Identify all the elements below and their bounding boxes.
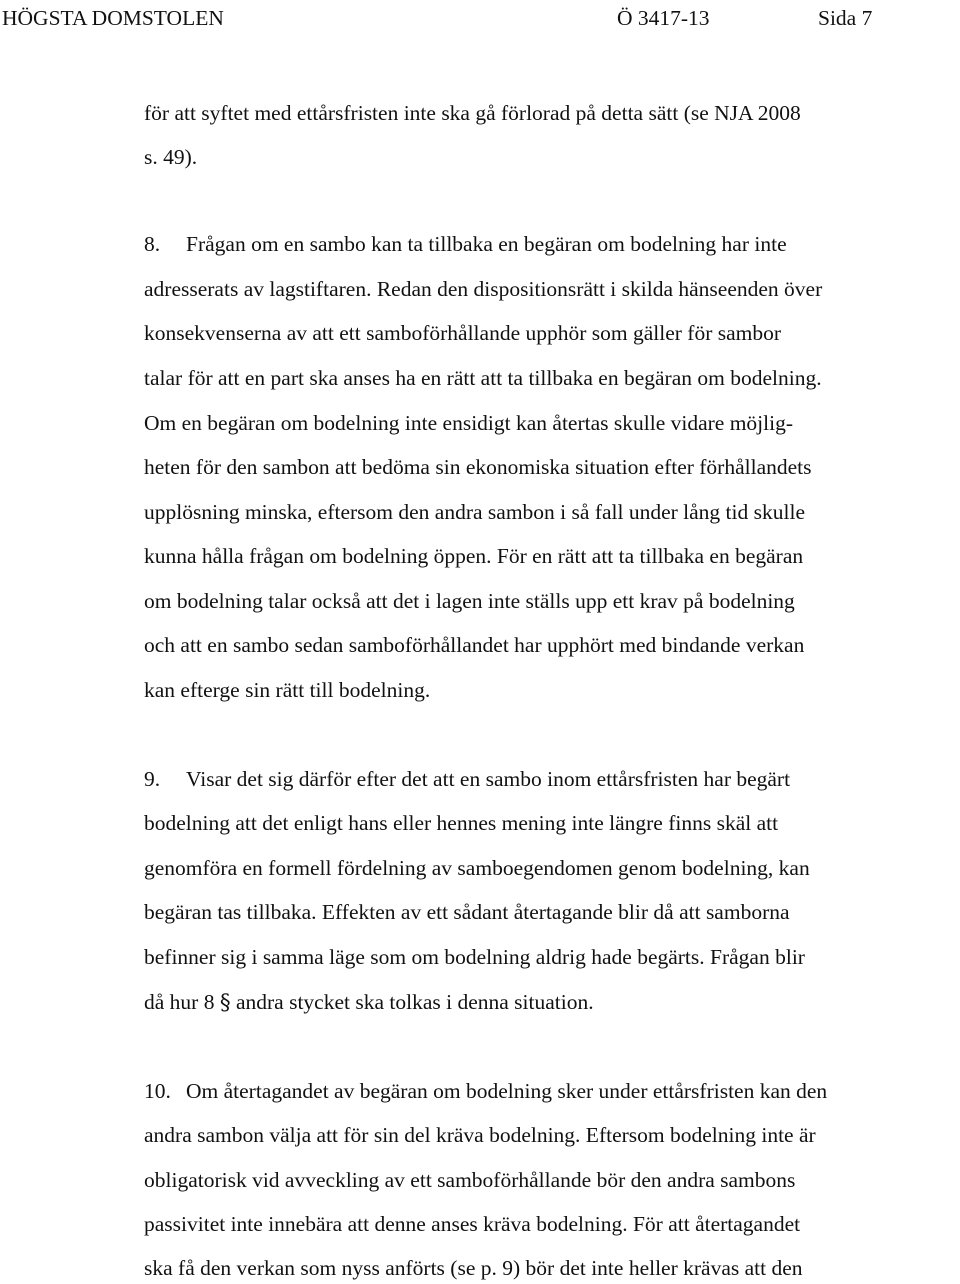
paragraph-number: 9. — [144, 767, 161, 791]
paragraph-number: 8. — [144, 232, 161, 256]
text-span: Frågan om en sambo kan ta tillbaka en begäran om bodelning har inte — [186, 232, 787, 256]
text-line: kan efterge sin rätt till bodelning. — [144, 678, 431, 702]
court-name: HÖGSTA DOMSTOLEN — [2, 6, 224, 30]
page-header — [0, 3, 960, 33]
paragraph-8-first-line — [144, 229, 787, 259]
text-line: genomföra en formell fördelning av samboegendomen genom bodelning, kan — [144, 856, 810, 880]
text-span: Om återtagandet av begäran om bodelning sker under ettårsfristen kan den — [186, 1079, 828, 1103]
text-line: och att en sambo sedan samboförhållandet har upphört med bindande verkan — [144, 633, 805, 657]
text-line: ska få den verkan som nyss anförts (se p. 9) bör det inte heller krävas att den — [144, 1256, 803, 1280]
section-sign: § — [219, 990, 231, 1015]
paragraph-10-first-line — [144, 1076, 827, 1106]
text-line: bodelning att det enligt hans eller hennes mening inte längre finns skäl att — [144, 811, 779, 835]
text-span: andra stycket ska tolkas i denna situation. — [235, 990, 594, 1014]
text-line: befinner sig i samma läge som om bodelning aldrig hade begärts. Frågan blir — [144, 945, 805, 969]
case-number: Ö 3417-13 — [617, 6, 710, 30]
text-line: begäran tas tillbaka. Effekten av ett sådant återtagande blir då att samborna — [144, 900, 790, 924]
text-line: kunna hålla frågan om bodelning öppen. För en rätt att ta tillbaka en begäran — [144, 544, 804, 568]
text-line: upplösning minska, eftersom den andra sambon i så fall under lång tid skulle — [144, 500, 805, 524]
text-span: då hur 8 — [144, 990, 215, 1014]
text-line: passivitet inte innebära att denne anses kräva bodelning. För att återtagandet — [144, 1212, 801, 1236]
text-line: för att syftet med ettårsfristen inte ska gå förlorad på detta sätt (se NJA 2008 — [144, 101, 801, 125]
text-line: s. 49). — [144, 145, 198, 169]
text-line: heten för den sambon att bedöma sin ekonomiska situation efter förhållandets — [144, 455, 812, 479]
text-span: Visar det sig därför efter det att en sambo inom ettårsfristen har begärt — [186, 767, 791, 791]
page-number: Sida 7 — [818, 6, 873, 30]
text-line: om bodelning talar också att det i lagen inte ställs upp ett krav på bodelning — [144, 589, 795, 613]
paragraph-9-first-line — [144, 764, 790, 794]
paragraph-number: 10. — [144, 1079, 171, 1103]
text-line: andra sambon välja att för sin del kräva bodelning. Eftersom bodelning inte är — [144, 1123, 816, 1147]
text-line: Om en begäran om bodelning inte ensidigt kan återtas skulle vidare möjlig- — [144, 411, 794, 435]
text-line: obligatorisk vid avveckling av ett samboförhållande bör den andra sambons — [144, 1168, 796, 1192]
text-line: adresserats av lagstiftaren. Redan den dispositionsrätt i skilda hänseenden över — [144, 277, 823, 301]
text-line: talar för att en part ska anses ha en rätt att ta tillbaka en begäran om bodelning. — [144, 366, 822, 390]
text-line: konsekvenserna av att ett samboförhållande upphör som gäller för sambor — [144, 321, 782, 345]
text-line — [144, 987, 594, 1017]
